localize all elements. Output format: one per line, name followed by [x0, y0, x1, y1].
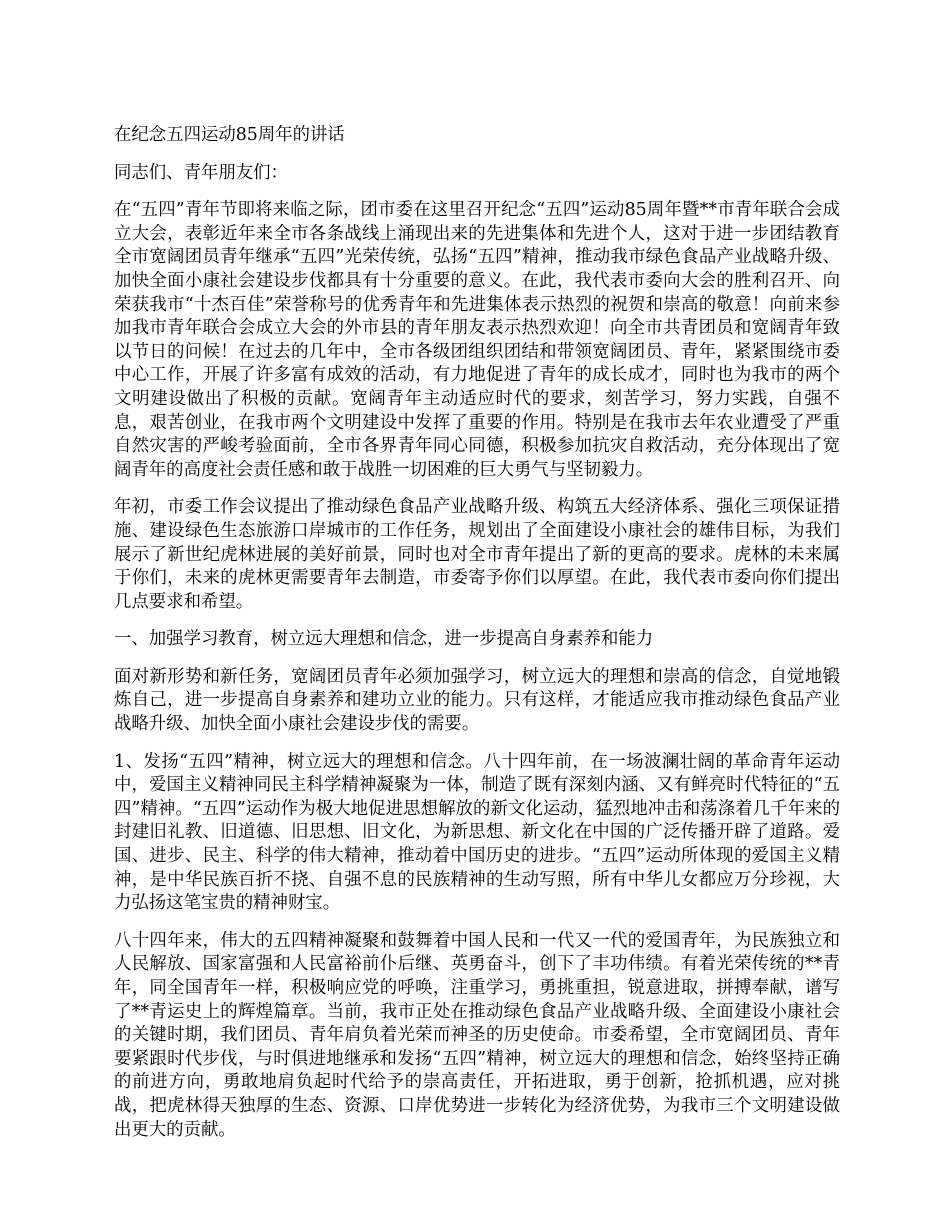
- document-page: [114, 124, 840, 1156]
- salutation: 同志们、青年朋友们：: [114, 162, 288, 183]
- document-title: 在纪念五四运动85周年的讲话: [114, 125, 345, 145]
- paragraph-point-1: 1、发扬“五四”精神，树立远大的理想和信念。八十四年前，在一场波澜壮阔的革命青年运动中，爱国主义精神同民主科学精神凝聚为一体，制造了既有深刻内涵、又有鲜亮时代特征的“五四”精神。“五四”运动作为极大地促进思想解放的新文化运动，猛烈地冲击和荡涤着几千年来的封建旧礼教、旧道德、旧思想、旧文化，为新思想、新文化在中国的广泛传播开辟了道路。爱国、进步、民主、科学的伟大精神，推动着中国历史的进步。“五四”运动所体现的爱国主义精神，是中华民族百折不挠、自强不息的民族精神的生动写照，所有中华儿女都应万分珍视，大力弘扬这笔宝贵的精神财宝。: [114, 751, 840, 914]
- paragraph-goals: 年初，市委工作会议提出了推动绿色食品产业战略升级、构筑五大经济体系、强化三项保证措施、建设绿色生态旅游口岸城市的工作任务，规划出了全面建设小康社会的雄伟目标，为我们展示了新世纪虎林进展的美好前景，同时也对全市青年提出了新的更高的要求。虎林的未来属于你们，未来的虎林更需要青年去制造，市委寄予你们以厚望。在此，我代表市委向你们提出几点要求和希望。: [114, 497, 840, 612]
- section-heading-1: 一、加强学习教育，树立远大理想和信念，进一步提高自身素养和能力: [114, 629, 654, 650]
- paragraph-history: 八十四年来，伟大的五四精神凝聚和鼓舞着中国人民和一代又一代的爱国青年，为民族独立和人民解放、国家富强和人民富裕前仆后继、英勇奋斗，创下了丰功伟绩。有着光荣传统的**青年，同全国青年一样，积极响应党的呼唤，注重学习，勇挑重担，锐意进取，拼搏奉献，谱写了**青运史上的辉煌篇章。当前，我市正处在推动绿色食品产业战略升级、全面建设小康社会的关键时期，我们团员、青年肩负着光荣而神圣的历史使命。市委希望，全市宽阔团员、青年要紧跟时代步伐，与时俱进地继承和发扬“五四”精神，树立远大的理想和信念，始终坚持正确的前进方向，勇敢地肩负起时代给予的崇高责任，开拓进取，勇于创新，抢抓机遇，应对挑战，把虎林得天独厚的生态、资源、口岸优势进一步转化为经济优势，为我市三个文明建设做出更大的贡献。: [114, 930, 840, 1140]
- paragraph-opening: 在“五四”青年节即将来临之际，团市委在这里召开纪念“五四”运动85周年暨**市青年联合会成立大会，表彰近年来全市各条战线上涌现出来的先进集体和先进个人，这对于进一步团结教育全市宽阔团员青年继承“五四”光荣传统，弘扬“五四”精神，推动我市绿色食品产业战略升级、加快全面小康社会建设步伐都具有十分重要的意义。在此，我代表市委向大会的胜利召开、向荣获我市“十杰百佳”荣誉称号的优秀青年和先进集体表示热烈的祝贺和崇高的敬意！向前来参加我市青年联合会成立大会的外市县的青年朋友表示热烈欢迎！向全市共青团员和宽阔青年致以节日的问候！在过去的几年中，全市各级团组织团结和带领宽阔团员、青年，紧紧围绕市委中心工作，开展了许多富有成效的活动，有力地促进了青年的成长成才，同时也为我市的两个文明建设做出了积极的贡献。宽阔青年主动适应时代的要求，刻苦学习，努力实践，自强不息，艰苦创业，在我市两个文明建设中发挥了重要的作用。特别是在我市去年农业遭受了严重自然灾害的严峻考验面前，全市各界青年同心同德，积极参加抗灾自救活动，充分体现出了宽阔青年的高度社会责任感和敢于战胜一切困难的巨大勇气与坚韧毅力。: [114, 200, 840, 480]
- paragraph-section-intro: 面对新形势和新任务，宽阔团员青年必须加强学习，树立远大的理想和崇高的信念，自觉地锻炼自己，进一步提高自身素养和建功立业的能力。只有这样，才能适应我市推动绿色食品产业战略升级、加快全面小康社会建设步伐的需要。: [114, 666, 840, 735]
